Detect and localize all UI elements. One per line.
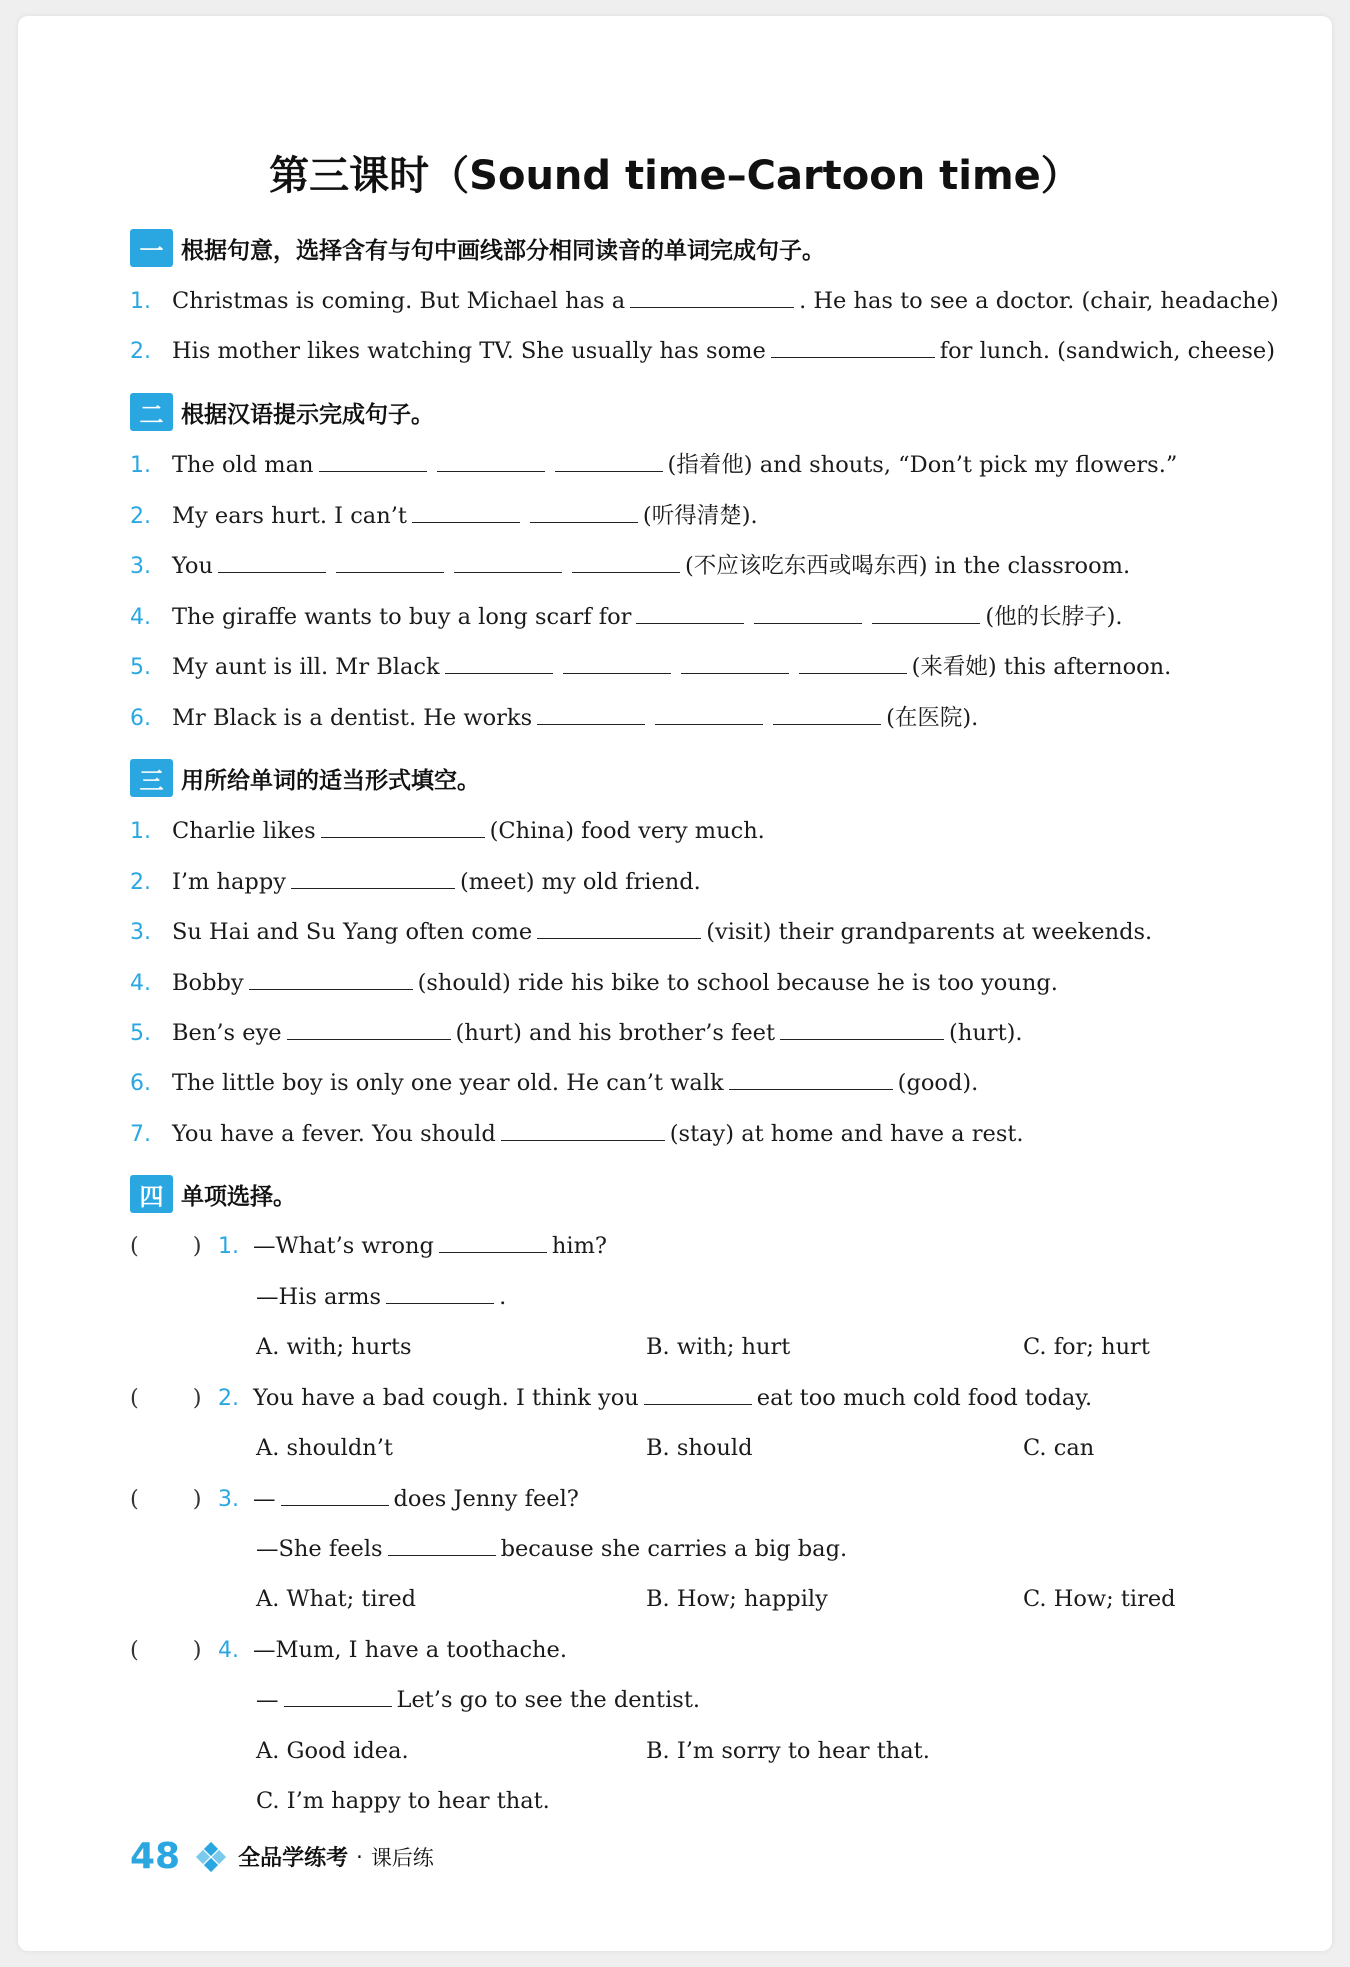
answer-blank[interactable] bbox=[754, 602, 862, 624]
section-3-header bbox=[130, 758, 480, 798]
answer-blank[interactable] bbox=[445, 652, 553, 674]
answer-paren[interactable]: ( ) bbox=[130, 1486, 202, 1512]
page-footer bbox=[130, 1836, 434, 1877]
section-3-title: 用所给单词的适当形式填空。 bbox=[181, 767, 480, 794]
mc-question-3-line-2: —She feels because she carries a big bag. bbox=[256, 1536, 848, 1562]
answer-blank[interactable] bbox=[281, 1484, 389, 1506]
answer-blank[interactable] bbox=[412, 501, 520, 523]
brand-name: 全品学练考 bbox=[238, 1846, 349, 1871]
section-3-badge: 三 bbox=[130, 759, 173, 797]
s2-item-2: 2. My ears hurt. I can’t (听得清楚). bbox=[130, 503, 758, 529]
mc-question-4-line-2: — Let’s go to see the dentist. bbox=[256, 1687, 701, 1713]
answer-blank[interactable] bbox=[386, 1282, 494, 1304]
section-1-badge: 一 bbox=[130, 229, 173, 267]
answer-blank[interactable] bbox=[291, 867, 455, 889]
answer-blank[interactable] bbox=[780, 1018, 944, 1040]
answer-blank[interactable] bbox=[537, 917, 701, 939]
mc-question-1: ( ) 1. —What’s wrong him? bbox=[130, 1233, 607, 1259]
section-2-header bbox=[130, 392, 434, 432]
s2-item-5: 5. My aunt is ill. Mr Black (来看她) this afternoon. bbox=[130, 654, 1172, 680]
section-4-header bbox=[130, 1174, 296, 1214]
answer-blank[interactable] bbox=[439, 1231, 547, 1253]
mc-question-1-line-2: —His arms . bbox=[256, 1284, 507, 1310]
answer-blank[interactable] bbox=[771, 336, 935, 358]
mc-question-3: ( ) 3. — does Jenny feel? bbox=[130, 1486, 579, 1512]
answer-blank[interactable] bbox=[537, 703, 645, 725]
option-b[interactable]: B. How; happily bbox=[646, 1586, 828, 1612]
mc-question-4: ( ) 4. —Mum, I have a toothache. bbox=[130, 1637, 568, 1663]
section-4-title: 单项选择。 bbox=[181, 1183, 296, 1210]
section-2-badge: 二 bbox=[130, 393, 173, 431]
answer-blank[interactable] bbox=[336, 551, 444, 573]
s3-item-2: 2. I’m happy (meet) my old friend. bbox=[130, 869, 701, 895]
answer-blank[interactable] bbox=[655, 703, 763, 725]
answer-paren[interactable]: ( ) bbox=[130, 1637, 202, 1663]
option-c[interactable]: C. can bbox=[1023, 1435, 1095, 1461]
answer-blank[interactable] bbox=[572, 551, 680, 573]
s2-item-6: 6. Mr Black is a dentist. He works (在医院). bbox=[130, 705, 979, 731]
answer-blank[interactable] bbox=[563, 652, 671, 674]
answer-blank[interactable] bbox=[729, 1068, 893, 1090]
option-b[interactable]: B. I’m sorry to hear that. bbox=[646, 1738, 930, 1764]
option-b[interactable]: B. with; hurt bbox=[646, 1334, 791, 1360]
answer-blank[interactable] bbox=[218, 551, 326, 573]
answer-blank[interactable] bbox=[284, 1685, 392, 1707]
s2-item-4: 4. The giraffe wants to buy a long scarf for (他的长脖子). bbox=[130, 604, 1123, 630]
answer-blank[interactable] bbox=[872, 602, 980, 624]
brand-separator: · bbox=[356, 1844, 363, 1869]
s3-item-6: 6. The little boy is only one year old. He can’t walk (good). bbox=[130, 1070, 979, 1096]
page-title: 第三课时（Sound time–Cartoon time） bbox=[269, 153, 1081, 199]
option-a[interactable]: A. Good idea. bbox=[256, 1738, 409, 1764]
s3-item-1: 1. Charlie likes (China) food very much. bbox=[130, 818, 765, 844]
section-4-badge: 四 bbox=[130, 1175, 173, 1213]
answer-blank[interactable] bbox=[501, 1119, 665, 1141]
s2-item-3: 3. You (不应该吃东西或喝东西) in the classroom. bbox=[130, 553, 1131, 579]
answer-blank[interactable] bbox=[773, 703, 881, 725]
s3-item-5: 5. Ben’s eye (hurt) and his brother’s feet (hurt). bbox=[130, 1020, 1023, 1046]
answer-blank[interactable] bbox=[644, 1383, 752, 1405]
s2-item-1: 1. The old man (指着他) and shouts, “Don’t pick my flowers.” bbox=[130, 452, 1178, 478]
answer-blank[interactable] bbox=[681, 652, 789, 674]
worksheet-page bbox=[18, 16, 1332, 1951]
answer-blank[interactable] bbox=[437, 450, 545, 472]
option-c[interactable]: C. How; tired bbox=[1023, 1586, 1176, 1612]
answer-blank[interactable] bbox=[287, 1018, 451, 1040]
answer-blank[interactable] bbox=[388, 1534, 496, 1556]
answer-blank[interactable] bbox=[530, 501, 638, 523]
option-c[interactable]: C. for; hurt bbox=[1023, 1334, 1150, 1360]
option-b[interactable]: B. should bbox=[646, 1435, 753, 1461]
option-a[interactable]: A. shouldn’t bbox=[256, 1435, 393, 1461]
option-a[interactable]: A. What; tired bbox=[256, 1586, 417, 1612]
page-number: 48 bbox=[130, 1836, 181, 1877]
answer-blank[interactable] bbox=[799, 652, 907, 674]
answer-blank[interactable] bbox=[555, 450, 663, 472]
s3-item-7: 7. You have a fever. You should (stay) at home and have a rest. bbox=[130, 1121, 1024, 1147]
diamond-logo-icon bbox=[198, 1844, 224, 1870]
answer-blank[interactable] bbox=[249, 968, 413, 990]
answer-blank[interactable] bbox=[321, 816, 485, 838]
answer-paren[interactable]: ( ) bbox=[130, 1233, 202, 1259]
option-c[interactable]: C. I’m happy to hear that. bbox=[256, 1788, 550, 1814]
section-1-header bbox=[130, 228, 825, 268]
mc-question-2: ( ) 2. You have a bad cough. I think you eat too much cold food today. bbox=[130, 1385, 1093, 1411]
brand-subtitle: 课后练 bbox=[370, 1845, 434, 1870]
answer-blank[interactable] bbox=[319, 450, 427, 472]
s1-item-1: 1. Christmas is coming. But Michael has a . He has to see a doctor. (chair, headache) bbox=[130, 288, 1279, 314]
option-a[interactable]: A. with; hurts bbox=[256, 1334, 412, 1360]
answer-paren[interactable]: ( ) bbox=[130, 1385, 202, 1411]
s1-item-2: 2. His mother likes watching TV. She usually has some for lunch. (sandwich, cheese) bbox=[130, 338, 1276, 364]
s3-item-4: 4. Bobby (should) ride his bike to school because he is too young. bbox=[130, 970, 1058, 996]
section-2-title: 根据汉语提示完成句子。 bbox=[181, 401, 434, 428]
answer-blank[interactable] bbox=[630, 286, 794, 308]
answer-blank[interactable] bbox=[636, 602, 744, 624]
answer-blank[interactable] bbox=[454, 551, 562, 573]
section-1-title: 根据句意，选择含有与句中画线部分相同读音的单词完成句子。 bbox=[181, 237, 825, 264]
s3-item-3: 3. Su Hai and Su Yang often come (visit) their grandparents at weekends. bbox=[130, 919, 1153, 945]
